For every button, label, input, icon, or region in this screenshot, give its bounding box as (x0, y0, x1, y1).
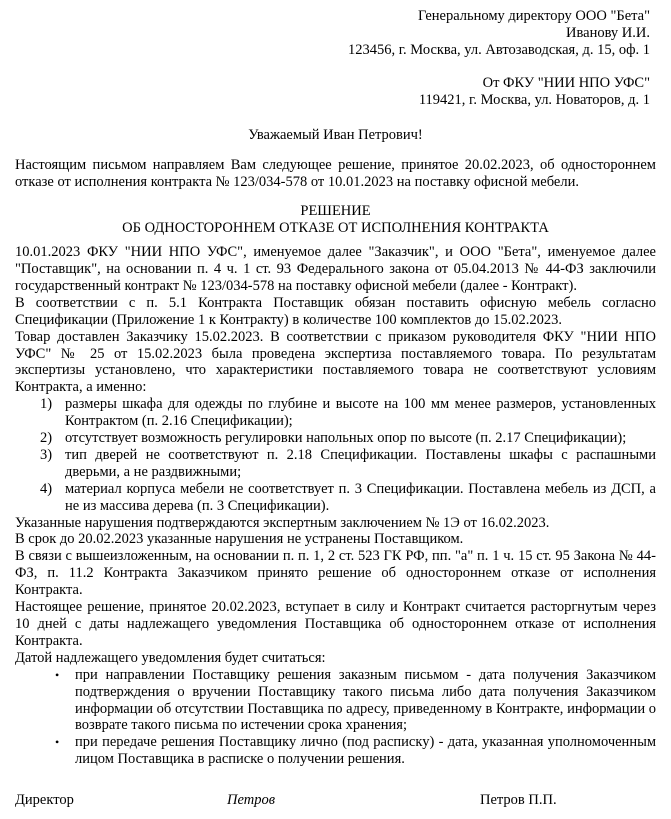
defect-item-3: тип дверей не соответствуют п. 2.18 Спецификации. Поставлены шкафы с распашными дверьми, а не раздвижными; (65, 446, 656, 480)
defect-item-2: отсутствует возможность регулировки напольных опор по высоте (п. 2.17 Спецификации); (65, 430, 627, 447)
decision-title-line1: РЕШЕНИЕ (300, 203, 371, 220)
body-paragraph-6: В связи с вышеизложенным, на основании п. п. 1, 2 ст. 523 ГК РФ, пп. "а" п. 1 ч. 15 ст. 95 Закона № 44-ФЗ, п. 11.2 Контракта Заказчиком принято решение об одностороннем отказе от исполнения Контракта. (15, 548, 656, 599)
intro-paragraph: Настоящим письмом направляем Вам следующее решение, принятое 20.02.2023, об одностороннем отказе от исполнения контракта № 123/034-578 от 10.01.2023 на поставку офисной мебели. (15, 157, 656, 191)
notice-method-mail: • при направлении Поставщику решения заказным письмом - дата получения Заказчиком подтверждения о вручении Поставщику такого письма либо дата получения Заказчиком информации об отсутствии Поставщика по адресу, приведенному в Контракте, информации о возврате такого письма по истечении срока хранения; (48, 667, 656, 735)
signature-position: Директор (15, 792, 74, 809)
signature-autograph: Петров (227, 792, 275, 809)
signature-row (15, 792, 656, 809)
notice-method-in-person: • при передаче решения Поставщику лично (под расписку) - дата, указанная уполномоченным лицом Поставщика в расписке о получении решения. (48, 734, 656, 768)
defects-list (15, 396, 656, 514)
defect-item-4: материал корпуса мебели не соответствует п. 3 Спецификации. Поставлена мебель из ДСП, а не из массива дерева (п. 3 Спецификации). (65, 480, 656, 514)
body-paragraph-1: 10.01.2023 ФКУ "НИИ НПО УФС", именуемое далее "Заказчик", и ООО "Бета", именуемое далее "Поставщик", на основании п. 4 ч. 1 ст. 93 Федерального закона от 05.04.2013 № 44-ФЗ заключили государственный контракт № 123/034-578 на поставку офисной мебели (далее - Контракт). (15, 244, 656, 294)
body-paragraph-3: Товар доставлен Заказчику 15.02.2023. В соответствии с приказом руководителя ФКУ "НИИ НПО УФС" № 25 от 15.02.2023 была проведена экспертиза поставляемого товара. По результатам экспертизы установлено, что характеристики поставляемого товара не соответствуют условиям Контракта, а именно: (15, 328, 656, 396)
body-paragraph-5: В срок до 20.02.2023 указанные нарушения не устранены Поставщиком. (15, 531, 464, 548)
body-paragraph-8: Датой надлежащего уведомления будет считаться: (15, 649, 326, 666)
sender-title: От ФКУ "НИИ НПО УФС" (482, 74, 650, 91)
recipient-title: Генеральному директору ООО "Бета" (418, 8, 650, 24)
decision-title (15, 203, 656, 237)
body-paragraph-4: Указанные нарушения подтверждаются экспертным заключением № 1Э от 16.02.2023. (15, 514, 550, 531)
salutation: Уважаемый Иван Петрович! (248, 126, 423, 143)
sender-block (15, 75, 656, 109)
decision-title-line2: ОБ ОДНОСТОРОННЕМ ОТКАЗЕ ОТ ИСПОЛНЕНИЯ КОНТРАКТА (122, 220, 549, 237)
signature-fullname: Петров П.П. (480, 792, 557, 809)
notice-methods-list (15, 667, 656, 768)
spacer (15, 59, 656, 75)
recipient-name: Иванову И.И. (566, 24, 650, 41)
body-paragraph-7: Настоящее решение, принятое 20.02.2023, вступает в силу и Контракт считается расторгнутым через 10 дней с даты надлежащего уведомления Поставщика об одностороннем отказе от исполнения Контракта. (15, 599, 656, 649)
sender-address: 119421, г. Москва, ул. Новаторов, д. 1 (418, 91, 650, 108)
recipient-block (15, 8, 656, 59)
recipient-address: 123456, г. Москва, ул. Автозаводская, д. 15, оф. 1 (348, 41, 650, 58)
defect-item-1: размеры шкафа для одежды по глубине и высоте на 100 мм менее размеров, установленных Контрактом (п. 2.16 Спецификации); (65, 396, 656, 430)
body-paragraph-2: В соответствии с п. 5.1 Контракта Поставщик обязан поставить офисную мебель согласно Спецификации (Приложение 1 к Контракту) в количестве 100 комплектов до 15.02.2023. (15, 294, 656, 328)
